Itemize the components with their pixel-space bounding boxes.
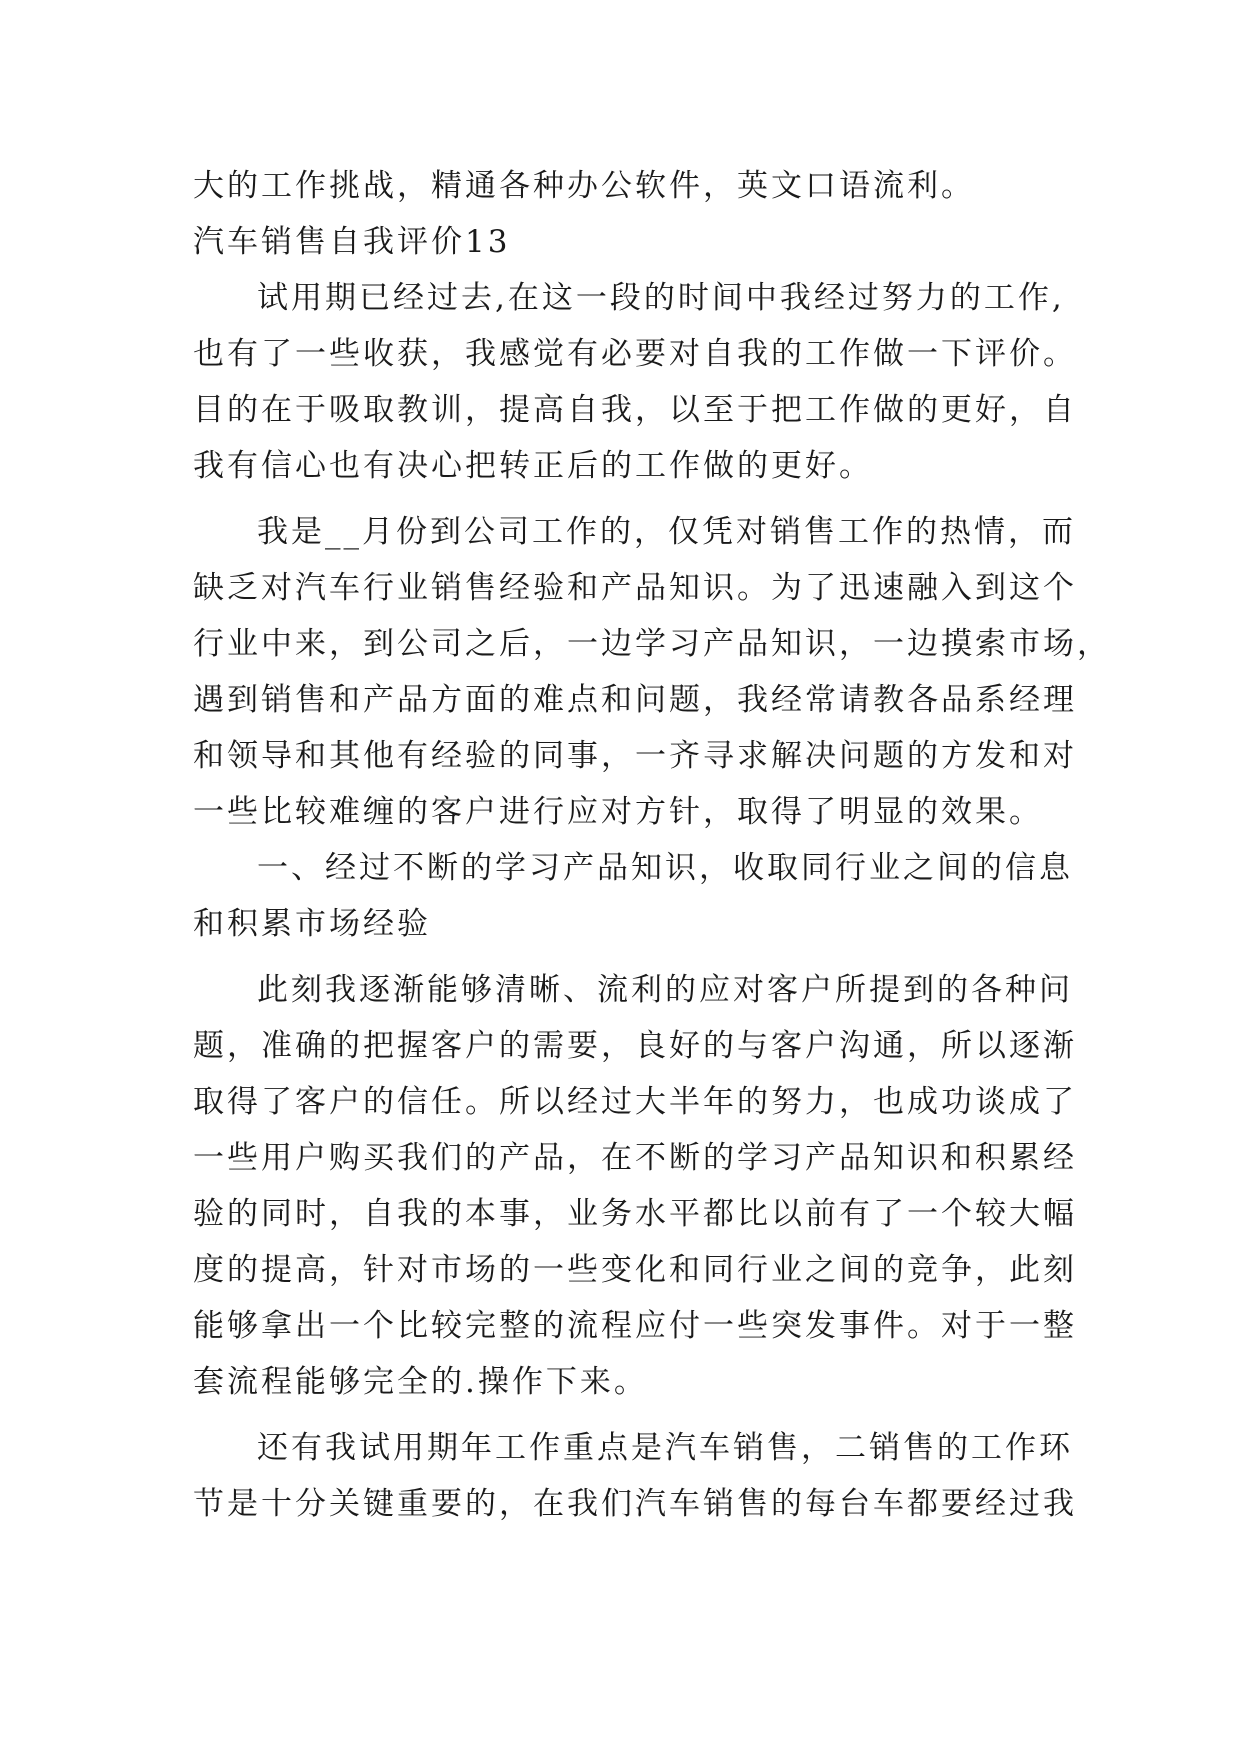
text-line: 验的同时，自我的本事，业务水平都比以前有了一个较大幅	[193, 1196, 1077, 1232]
text-line: 试用期已经过去,在这一段的时间中我经过努力的工作,	[257, 280, 1065, 316]
text-line: 取得了客户的信任。所以经过大半年的努力，也成功谈成了	[193, 1084, 1077, 1120]
text-line: 一些比较难缠的客户进行应对方针，取得了明显的效果。	[193, 794, 1043, 830]
text-line: 节是十分关键重要的，在我们汽车销售的每台车都要经过我	[193, 1486, 1077, 1522]
text-line: 遇到销售和产品方面的难点和问题，我经常请教各品系经理	[193, 682, 1077, 718]
text-line: 题，准确的把握客户的需要，良好的与客户沟通，所以逐渐	[193, 1028, 1077, 1064]
text-line: 也有了一些收获，我感觉有必要对自我的工作做一下评价。	[193, 336, 1077, 372]
text-line: 一、经过不断的学习产品知识，收取同行业之间的信息	[257, 850, 1073, 886]
text-line: 套流程能够完全的.操作下来。	[193, 1364, 648, 1400]
text-line: 我有信心也有决心把转正后的工作做的更好。	[193, 448, 873, 484]
text-line: 缺乏对汽车行业销售经验和产品知识。为了迅速融入到这个	[193, 570, 1077, 606]
text-line: 能够拿出一个比较完整的流程应付一些突发事件。对于一整	[193, 1308, 1077, 1344]
text-line: 还有我试用期年工作重点是汽车销售，二销售的工作环	[257, 1430, 1073, 1466]
text-line: 和领导和其他有经验的同事，一齐寻求解决问题的方发和对	[193, 738, 1077, 774]
section-heading: 汽车销售自我评价13	[193, 224, 511, 260]
text-line: 目的在于吸取教训，提高自我，以至于把工作做的更好，自	[193, 392, 1077, 428]
text-line: 此刻我逐渐能够清晰、流利的应对客户所提到的各种问	[257, 972, 1073, 1008]
text-line: 度的提高，针对市场的一些变化和同行业之间的竞争，此刻	[193, 1252, 1077, 1288]
text-line: 和积累市场经验	[193, 906, 431, 942]
text-line: 行业中来，到公司之后，一边学习产品知识，一边摸索市场，	[193, 626, 1111, 662]
text-line: 大的工作挑战，精通各种办公软件，英文口语流利。	[193, 168, 975, 204]
text-line: 我是__月份到公司工作的，仅凭对销售工作的热情，而	[257, 514, 1076, 550]
text-line: 一些用户购买我们的产品，在不断的学习产品知识和积累经	[193, 1140, 1077, 1176]
